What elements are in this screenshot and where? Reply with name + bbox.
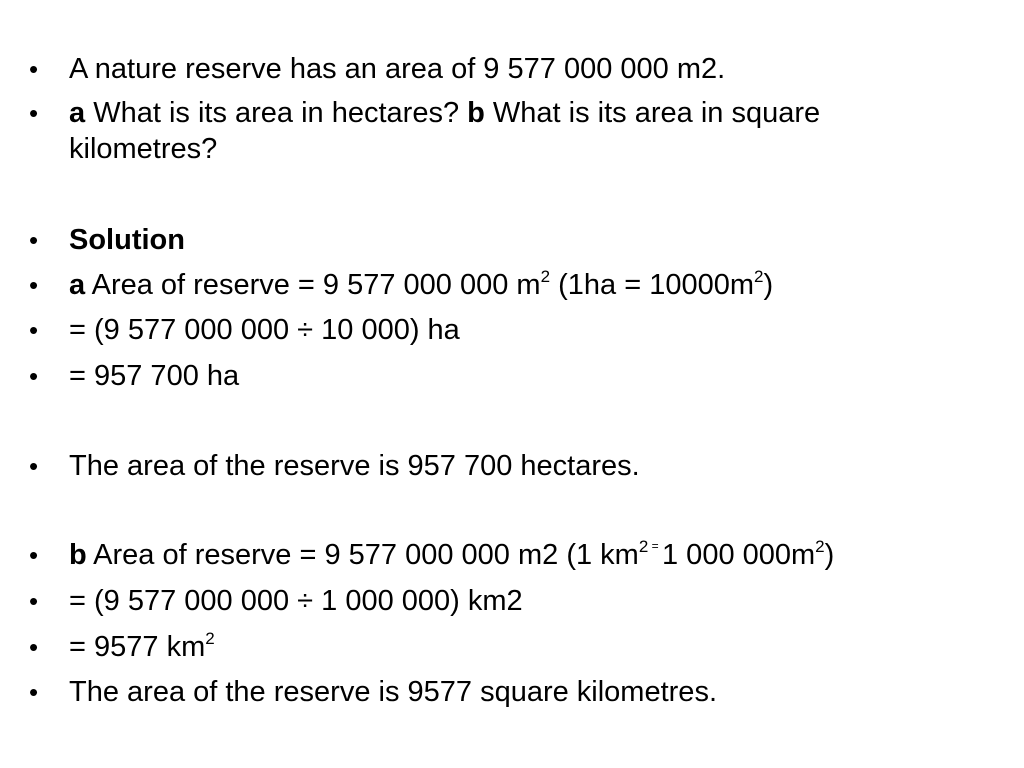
part-a-area-text: Area of reserve = 9 577 000 000 m <box>85 269 541 301</box>
bullet-marker: • <box>29 540 39 570</box>
superscript: 2 <box>638 537 649 556</box>
conclusion-a-line: The area of the reserve is 957 700 hectares. <box>69 450 640 482</box>
bullet-marker: • <box>29 270 39 300</box>
solution-heading: Solution <box>69 224 185 256</box>
bullet-marker: • <box>29 677 39 707</box>
part-b-label: b <box>69 539 87 571</box>
closing-paren: ) <box>824 539 835 571</box>
part-a-label: a <box>69 97 86 129</box>
bullet-marker: • <box>29 98 39 128</box>
bullet-marker: • <box>29 361 39 391</box>
km-conversion-text: 1 000 000m <box>662 539 816 571</box>
bullet-marker: • <box>29 632 39 662</box>
question-b-text: What is its area in square <box>484 97 821 129</box>
result-ha-line: = 957 700 ha <box>69 360 240 392</box>
closing-paren: ) <box>763 269 774 301</box>
superscript: 2 <box>815 537 825 556</box>
division-km-line: = (9 577 000 000 ÷ 1 000 000) km2 <box>69 585 523 617</box>
part-a-label: a <box>69 269 86 301</box>
questions-line <box>69 95 969 131</box>
result-km-line <box>69 629 969 665</box>
division-ha-line: = (9 577 000 000 ÷ 10 000) ha <box>69 314 460 346</box>
bullet-marker: • <box>29 225 39 255</box>
part-b-area-text: Area of reserve = 9 577 000 000 m2 (1 km <box>86 539 639 571</box>
bullet-marker: • <box>29 315 39 345</box>
result-km-text: = 9577 km <box>69 631 206 663</box>
superscript: 2 <box>540 267 551 286</box>
question-a-text: What is its area in hectares? <box>85 97 468 129</box>
bullet-marker: • <box>29 451 39 481</box>
hectare-conversion-text: (1ha = 10000m <box>550 269 754 301</box>
tiny-equals: = <box>648 539 662 553</box>
superscript: 2 <box>205 629 215 648</box>
questions-line-continued: kilometres? <box>69 133 218 165</box>
superscript: 2 <box>754 267 764 286</box>
bullet-item-questions <box>0 95 1000 167</box>
part-b-label: b <box>467 97 485 129</box>
bullet-marker: • <box>29 54 39 84</box>
problem-statement: A nature reserve has an area of 9 577 000 000 m2. <box>69 53 726 85</box>
conclusion-b-line: The area of the reserve is 9577 square kilometres. <box>69 676 717 708</box>
part-a-area-line <box>69 267 969 303</box>
bullet-marker: • <box>29 586 39 616</box>
part-b-area-line <box>69 537 969 578</box>
